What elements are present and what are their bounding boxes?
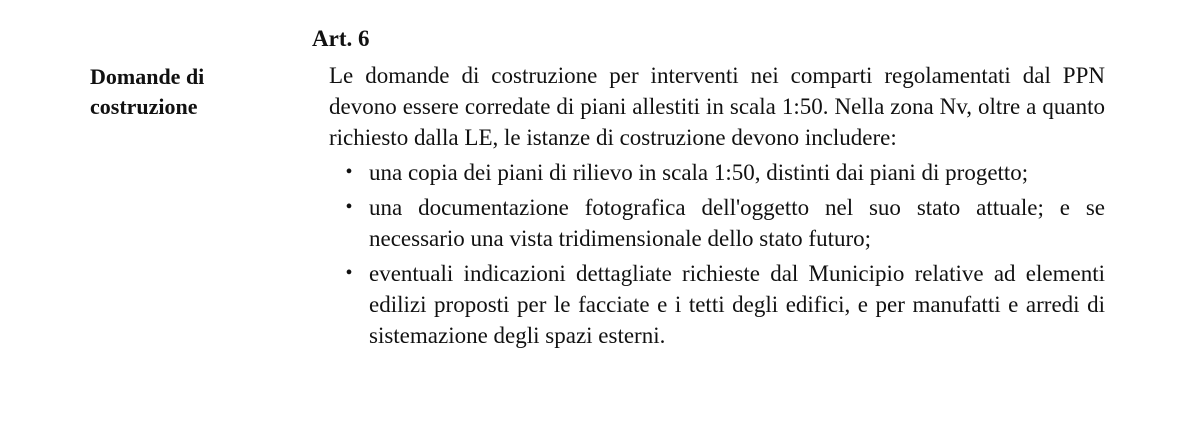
section-heading-line-1: Domande di <box>90 64 205 89</box>
list-item <box>329 258 1105 351</box>
requirements-list <box>329 157 1105 351</box>
section-heading <box>90 62 290 122</box>
list-item <box>329 157 1105 188</box>
bullet-icon: • <box>345 161 353 183</box>
article-body <box>329 60 1105 355</box>
list-item-text: una copia dei piani di rilievo in scala 1:50, distinti dai piani di progetto; <box>369 160 1029 185</box>
article-title: Art. 6 <box>312 26 370 51</box>
list-item-text: una documentazione fotografica dell'oggetto nel suo stato attuale; e se necessario una vista tridimensionale dello stato futuro; <box>369 195 1105 251</box>
intro-paragraph: Le domande di costruzione per interventi nei comparti regolamentati dal PPN devono essere corredate di piani allestiti in scala 1:50. Nella zona Nv, oltre a quanto richiesto dalla LE, le istanze di costruzione devono includere: <box>329 63 1105 150</box>
bullet-icon: • <box>345 196 353 218</box>
section-heading-line-2: costruzione <box>90 94 198 119</box>
bullet-icon: • <box>345 262 353 284</box>
list-item <box>329 192 1105 254</box>
list-item-text: eventuali indicazioni dettagliate richieste dal Municipio relative ad elementi edilizi proposti per le facciate e i tetti degli edifici, e per manufatti e arredi di sistemazione degli spazi esterni. <box>369 261 1105 348</box>
